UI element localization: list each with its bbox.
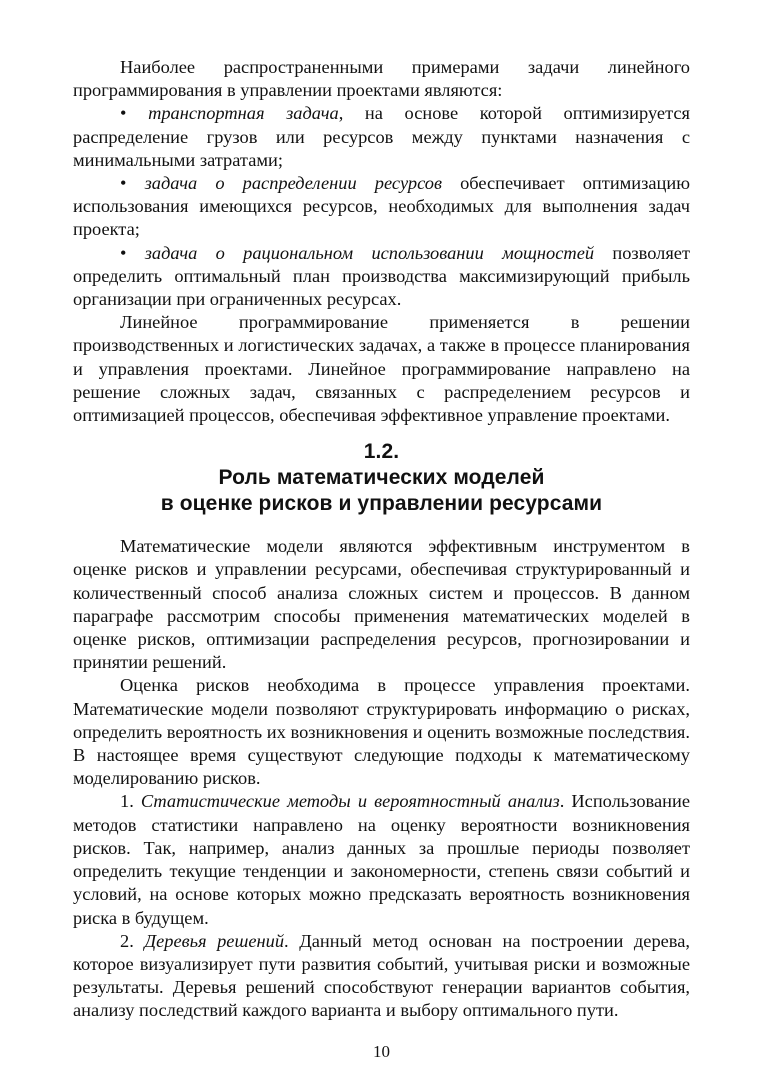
bullet-term: задача о распределении ресурсов: [144, 173, 442, 194]
bullet-term: транспортная задача: [148, 103, 339, 124]
linear-programming-paragraph: Линейное программирование применяется в решении производственных и логистических задачах, а также в процессе планирования и управления проектами. Линейное программирование направлено на решение сложных задач, связанных с распределением ресурсов и оптимизацией процессов, обеспечивая эффективное управление проектами.: [73, 312, 690, 426]
list-number: 2.: [120, 930, 145, 951]
risk-assessment-paragraph: Оценка рисков необходима в процессе управления проектами. Математические модели позволяют структурировать информацию о рисках, определить вероятность их возникновения и оценить возможные последствия. В настоящее время существуют следующие подходы к математическому моделированию рисков.: [73, 675, 690, 789]
section-heading-line1: [73, 439, 690, 491]
page-number: 10: [373, 1042, 390, 1061]
list-item-decision-trees: [73, 930, 690, 1023]
bullet-icon: •: [120, 242, 127, 263]
section-heading: [73, 439, 690, 517]
list-number: 1.: [120, 791, 141, 812]
list-term: Статистические методы и вероятностный анализ: [140, 791, 560, 812]
bullet-item-capacity: [73, 242, 690, 312]
bullet-text: позволяет определить оптимальный план производства максимизирующий прибыль организации при ограниченных ресурсах.: [73, 242, 691, 310]
bullet-item-resources: [73, 172, 690, 242]
bullet-icon: •: [120, 103, 127, 124]
bullet-icon: •: [120, 173, 127, 194]
list-item-statistics: [73, 790, 690, 929]
page-content: [73, 56, 690, 1023]
section-number: 1.2.: [363, 440, 400, 464]
section-title-line2: в оценке рисков и управлении ресурсами: [160, 492, 603, 516]
bullet-text: , на основе которой оптимизируется распределение грузов или ресурсов между пунктами назначения с минимальными затратами;: [73, 103, 690, 170]
list-term: Деревья решений: [144, 930, 285, 951]
bullet-term: задача о рациональном использовании мощностей: [144, 242, 595, 263]
intro-paragraph: Наиболее распространенными примерами задачи линейного программирования в управлении проектами являются:: [73, 57, 690, 101]
section-title-line1: Роль математических моделей: [218, 466, 545, 490]
list-text: . Данный метод основан на построении дерева, которое визуализирует пути развития событий, учитывая риски и возможные результаты. Деревья решений способствуют генерации вариантов события, анализу последствий каждого варианта и выбору оптимального пути.: [73, 930, 691, 1021]
list-text: . Использование методов статистики направлено на оценку вероятности возникновения рисков. Так, например, анализ данных за прошлые периоды позволяет определить текущие тенденции и закономерности, степень связи событий и условий, на основе которых можно предсказать вероятность возникновения риска в будущем.: [73, 791, 690, 928]
bullet-item-transport: [73, 102, 690, 172]
models-paragraph: Математические модели являются эффективным инструментом в оценке рисков и управлении ресурсами, обеспечивая структурированный и количественный способ анализа сложных систем и процессов. В данном параграфе рассмотрим способы применения математических моделей в оценке рисков, оптимизации распределения ресурсов, прогнозировании и принятии решений.: [73, 536, 690, 673]
bullet-text: обеспечивает оптимизацию использования имеющихся ресурсов, необходимых для выполнения задач проекта;: [73, 173, 690, 240]
